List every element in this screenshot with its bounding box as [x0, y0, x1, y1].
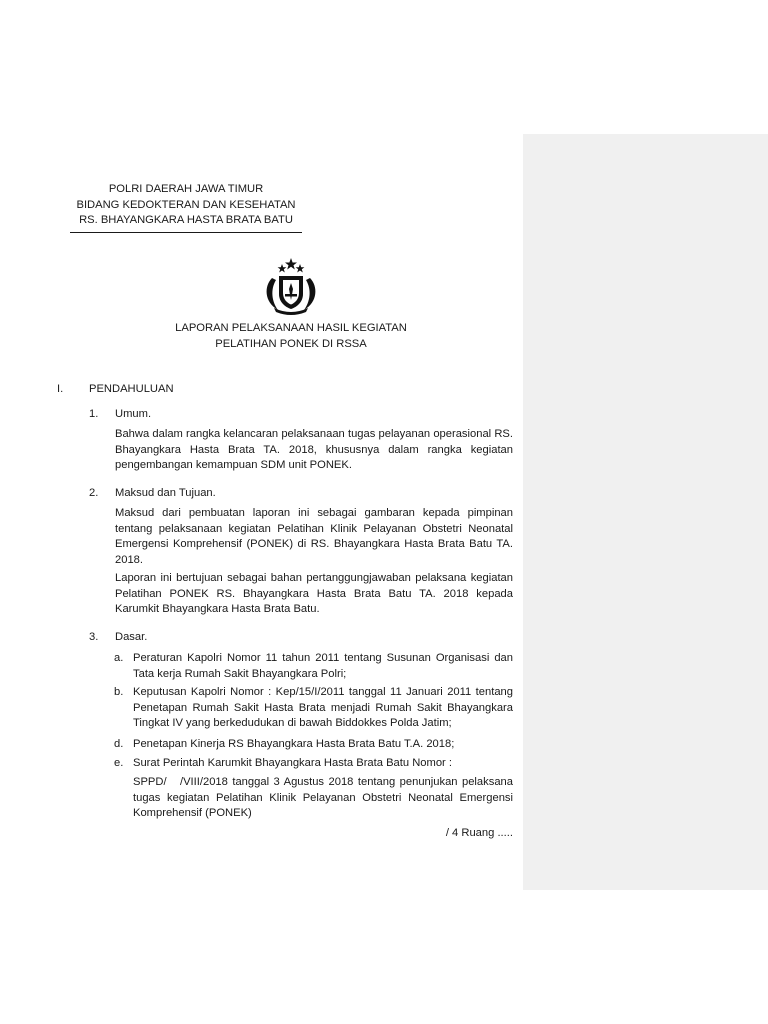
subitem-text: Peraturan Kapolri Nomor 11 tahun 2011 tentang Susunan Organisasi dan Tata kerja Rumah Sakit Bhayangkara Polri;: [133, 652, 513, 680]
paragraph: Laporan ini bertujuan sebagai bahan pertanggungjawaban pelaksana kegiatan Pelatihan PONEK RS. Bhayangkara Hasta Brata Batu TA. 2018 kepada Karumkit Bhayangkara Hasta Brata Batu.: [115, 572, 513, 615]
item-heading: Maksud dan Tujuan.: [115, 487, 216, 499]
item-heading: Dasar.: [115, 631, 148, 643]
letterhead-underline: [70, 232, 302, 233]
item-number: 3.: [89, 631, 99, 643]
letterhead: [70, 182, 302, 233]
letterhead-line-2: BIDANG KEDOKTERAN DAN KESEHATAN: [76, 198, 296, 211]
subitem-text: Surat Perintah Karumkit Bhayangkara Hasta Brata Batu Nomor :: [133, 757, 452, 769]
subitem-letter: a.: [114, 652, 124, 664]
subitem-text: Keputusan Kapolri Nomor : Kep/15/I/2011 tanggal 11 Januari 2011 tentang Penetapan Rumah Sakit Hasta Brata menjadi Rumah Sakit Bhayangkara Tingkat IV yang berkedudukan di bawah Biddokkes Polda Jatim;: [133, 686, 513, 729]
subitem-continuation: SPPD/ /VIII/2018 tanggal 3 Agustus 2018 tentang penunjukan pelaksana tugas kegiatan Pelatihan Klinik Pelayanan Obstetri Neonatal Emergensi Komprehensif (PONEK): [133, 776, 517, 819]
paragraph: Maksud dari pembuatan laporan ini sebagai gambaran kepada pimpinan tentang pelaksanaan kegiatan Pelatihan Klinik Pelayanan Obstetri Neonatal Emergensi Komprehensif (PONEK) di RS. Bhayangkara Hasta Brata Batu TA. 2018.: [115, 507, 513, 566]
subitem-letter: e.: [114, 757, 124, 769]
report-title: [130, 321, 452, 352]
subitem-letter: d.: [114, 738, 124, 750]
item-number: 1.: [89, 408, 99, 420]
comment-pane: [523, 134, 768, 890]
report-title-line-1: LAPORAN PELAKSANAAN HASIL KEGIATAN: [175, 322, 407, 334]
subitem-text: Penetapan Kinerja RS Bhayangkara Hasta Brata Batu T.A. 2018;: [133, 738, 455, 750]
item-heading: Umum.: [115, 408, 152, 420]
polri-emblem-icon: [258, 256, 324, 316]
subitem-letter: b.: [114, 686, 124, 698]
item-number: 2.: [89, 487, 99, 499]
next-page-reference: / 4 Ruang .....: [445, 827, 513, 839]
letterhead-line-3: RS. BHAYANGKARA HASTA BRATA BATU: [79, 214, 293, 226]
section-number: I.: [57, 383, 64, 395]
paragraph: Bahwa dalam rangka kelancaran pelaksanaan tugas pelayanan operasional RS. Bhayangkara Hasta Brata TA. 2018, khususnya dalam rangka kegiatan pengembangan kemampuan SDM unit PONEK.: [115, 428, 513, 471]
report-title-line-2: PELATIHAN PONEK DI RSSA: [215, 337, 367, 350]
letterhead-line-1: POLRI DAERAH JAWA TIMUR: [108, 183, 264, 195]
section-heading: PENDAHULUAN: [89, 383, 174, 395]
